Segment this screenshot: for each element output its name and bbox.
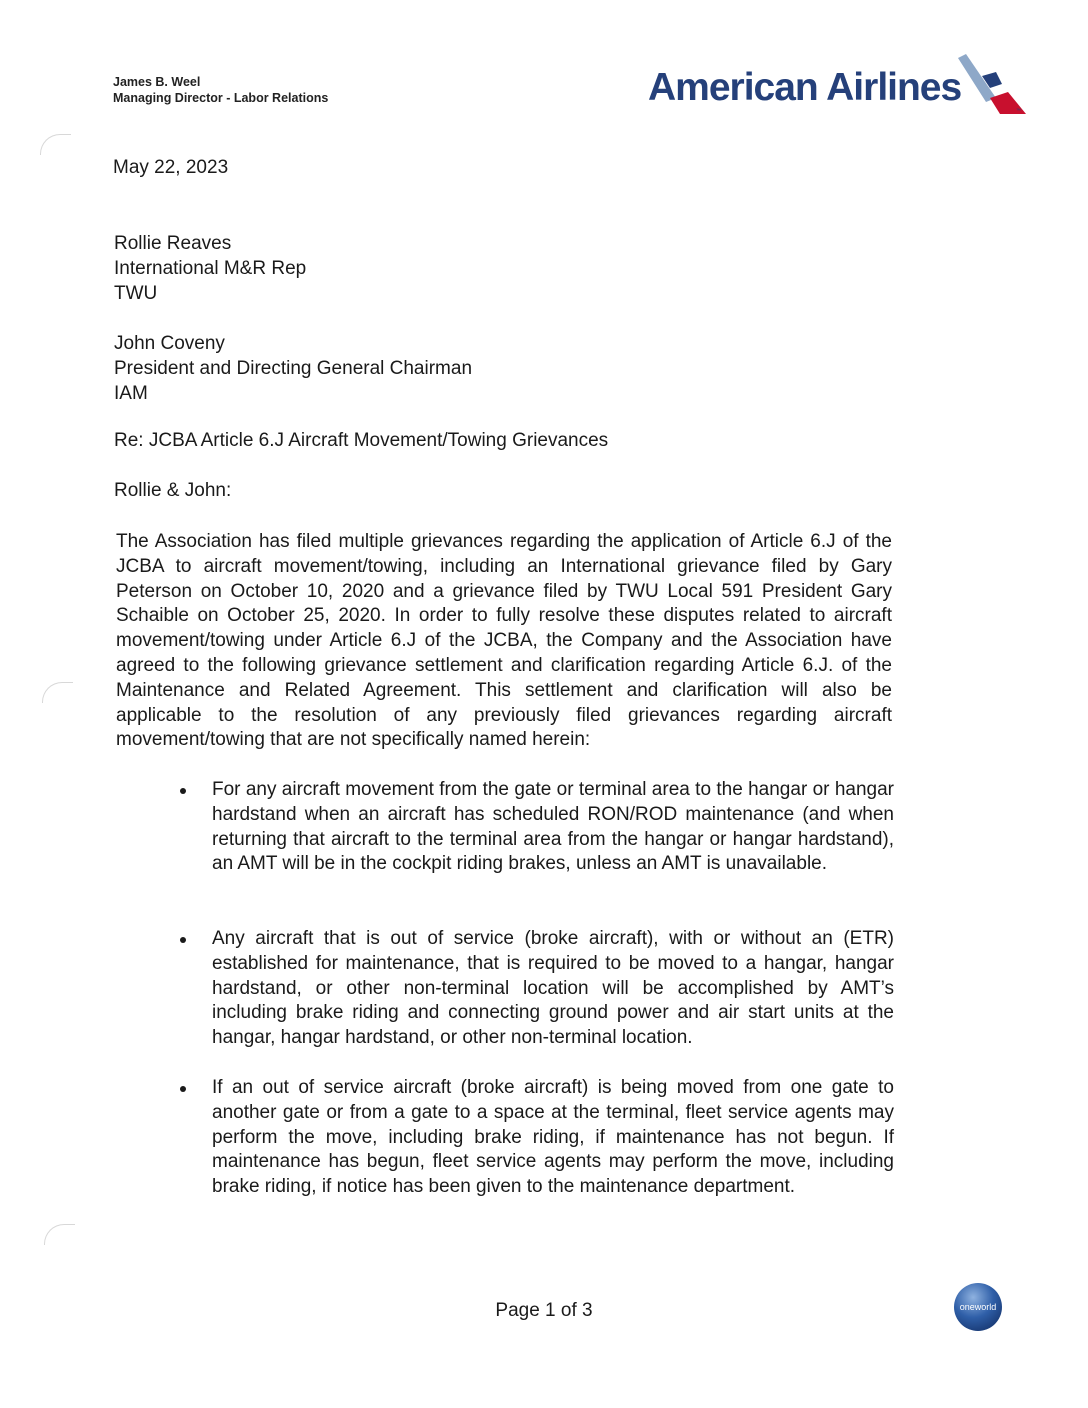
recipient-line: Rollie Reaves [114, 233, 232, 254]
letter-date: May 22, 2023 [113, 157, 229, 178]
oneworld-logo-text: oneworld [959, 1302, 997, 1312]
scan-mark [40, 134, 71, 155]
sender-block [113, 74, 328, 106]
flight-symbol-icon [956, 54, 1028, 116]
recipient-line: IAM [114, 383, 148, 404]
list-item-text: For any aircraft movement from the gate or terminal area to the hangar or hangar hardstand when an aircraft has scheduled RON/ROD maintenance (and when returning that aircraft to the terminal area from the hangar or hangar hardstand), an AMT will be in the cockpit riding brakes, unless an AMT is unavailable. [212, 779, 894, 875]
recipient-line: International M&R Rep [114, 258, 307, 279]
bullet-icon [180, 1086, 186, 1092]
recipient-line: TWU [114, 283, 158, 304]
subject-line: Re: JCBA Article 6.J Aircraft Movement/Towing Grievances [114, 430, 609, 451]
sender-name: James B. Weel [113, 75, 201, 89]
recipient-line: President and Directing General Chairman [114, 358, 473, 379]
scan-mark [44, 1224, 75, 1245]
sender-title: Managing Director - Labor Relations [113, 91, 329, 105]
recipient-line: John Coveny [114, 333, 225, 354]
list-item-text: If an out of service aircraft (broke aircraft) is being moved from one gate to another gate or from a gate to a space at the terminal, fleet service agents may perform the move, including brake riding, if maintenance has not begun. If maintenance has begun, fleet service agents may perform the move, including brake riding, if notice has been given to the maintenance department. [212, 1077, 894, 1198]
page-number: Page 1 of 3 [495, 1300, 593, 1321]
body-paragraph: The Association has filed multiple grievances regarding the application of Article 6.J of the JCBA to aircraft movement/towing, including an International grievance filed by Gary Peterson on October 10, 2020 and a grievance filed by TWU Local 591 President Gary Schaible on October 25, 2020. In order to fully resolve these disputes related to aircraft movement/towing under Article 6.J of the JCBA, the Company and the Association have agreed to the following grievance settlement and clarification regarding Article 6.J. of the Maintenance and Related Agreement. This settlement and clarification will also be applicable to the resolution of any previously filed grievances regarding aircraft movement/towing that are not specifically named herein: [116, 531, 892, 751]
american-airlines-logo [648, 54, 1028, 120]
bullet-icon [180, 937, 186, 943]
bullet-icon [180, 788, 186, 794]
salutation: Rollie & John: [114, 480, 232, 501]
logo-wordmark: American Airlines [648, 66, 962, 109]
scan-mark [42, 682, 73, 703]
trademark-mark: ™ [1016, 108, 1021, 114]
list-item-text: Any aircraft that is out of service (broke aircraft), with or without an (ETR) established for maintenance, that is required to be moved to a hangar, hangar hardstand, or other non-terminal location will be accomplished by AMT’s including brake riding and connecting ground power and air start units at the hangar, hangar hardstand, or other non-terminal location. [212, 928, 894, 1049]
oneworld-logo [953, 1282, 1003, 1332]
recipient-block-1 [114, 231, 306, 306]
recipient-block-2 [114, 331, 472, 406]
